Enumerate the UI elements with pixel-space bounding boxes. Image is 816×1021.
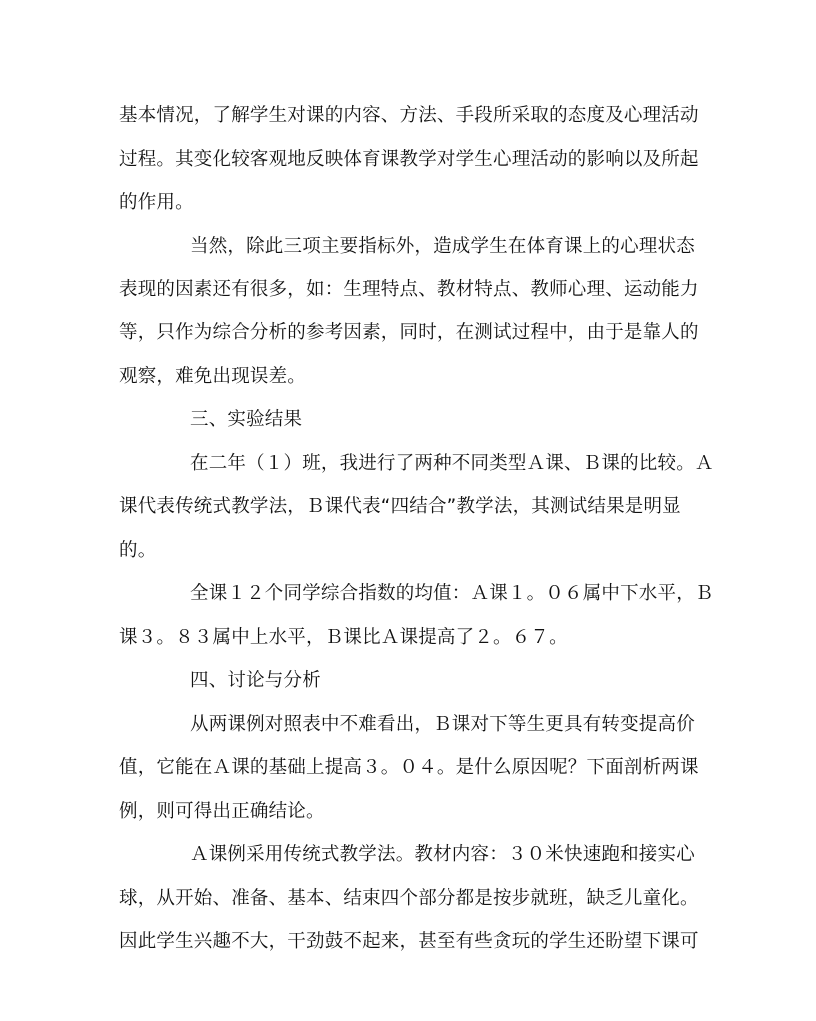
paragraph-line: 课３。８３属中上水平，Ｂ课比Ａ课提高了２。６７。: [119, 627, 568, 648]
paragraph-line: 的。: [119, 540, 157, 561]
paragraph-line: 因此学生兴趣不大，干劲鼓不起来，甚至有些贪玩的学生还盼望下课可: [119, 931, 699, 952]
paragraph-line: 课代表传统式教学法，Ｂ课代表“四结合”教学法，其测试结果是明显: [119, 496, 681, 517]
paragraph-line: 在二年（１）班，我进行了两种不同类型Ａ课、Ｂ课的比较。Ａ: [190, 453, 714, 474]
paragraph-line: 值，它能在Ａ课的基础上提高３。０４。是什么原因呢？下面剖析两课: [119, 757, 699, 778]
paragraph-line: 等，只作为综合分析的参考因素，同时，在测试过程中，由于是靠人的: [119, 322, 699, 343]
paragraph-line: 过程。其变化较客观地反映体育课教学对学生心理活动的影响以及所起: [119, 149, 699, 170]
section-heading: 三、实验结果: [190, 409, 303, 430]
paragraph-line: Ａ课例采用传统式教学法。教材内容：３０米快速跑和接实心: [190, 844, 695, 865]
paragraph-line: 从两课例对照表中不难看出，Ｂ课对下等生更具有转变提高价: [190, 714, 695, 735]
paragraph-line: 全课１２个同学综合指数的均值：Ａ课１。０６属中下水平，Ｂ: [190, 583, 714, 604]
paragraph-line: 例，则可得出正确结论。: [119, 801, 325, 822]
paragraph-line: 的作用。: [119, 192, 194, 213]
paragraph-line: 当然，除此三项主要指标外，造成学生在体育课上的心理状态: [190, 236, 695, 257]
paragraph-line: 球，从开始、准备、基本、结束四个部分都是按步就班，缺乏儿童化。: [119, 888, 699, 909]
paragraph-line: 表现的因素还有很多，如：生理特点、教材特点、教师心理、运动能力: [119, 279, 699, 300]
paragraph-line: 观察，难免出现误差。: [119, 366, 307, 387]
section-heading: 四、讨论与分析: [190, 670, 321, 691]
paragraph-line: 基本情况，了解学生对课的内容、方法、手段所采取的态度及心理活动: [119, 105, 699, 126]
